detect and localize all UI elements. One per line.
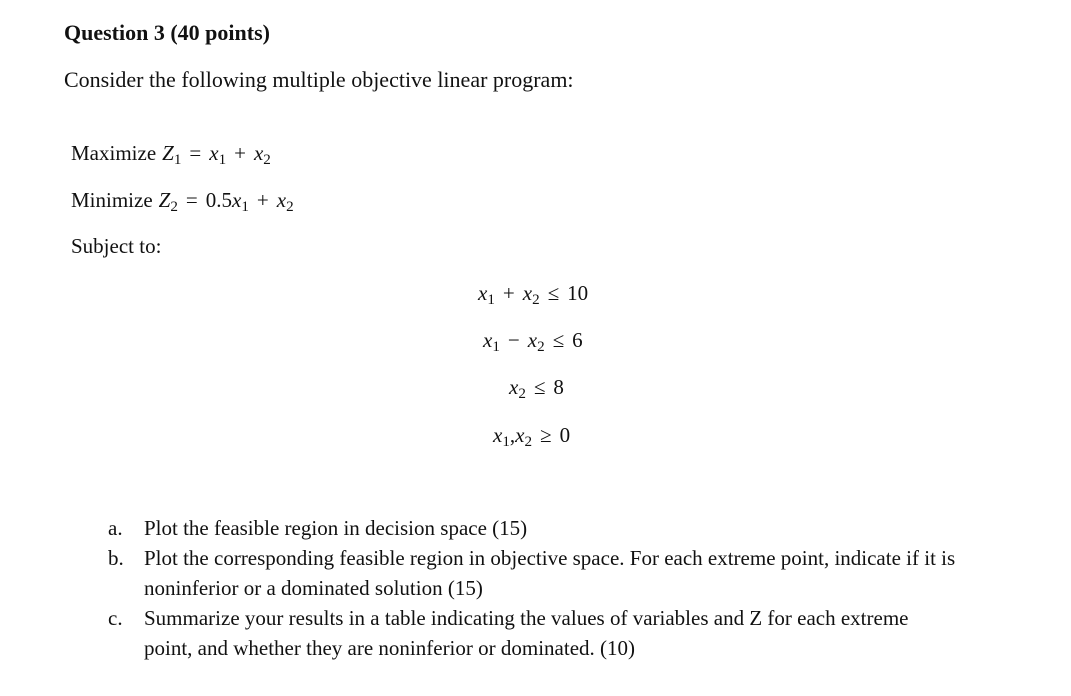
- constraint-rhs: 6: [572, 328, 583, 352]
- question-text: Summarize your results in a table indicating the values of variables and Z for each extreme point, and whether they are noninferior or dominated. (10): [144, 606, 909, 660]
- objective-lhs-var: Z: [162, 141, 174, 165]
- objective-verb: Minimize: [71, 188, 153, 212]
- intro-text: Consider the following multiple objective linear program:: [64, 67, 574, 92]
- constraint-rhs: 8: [553, 375, 564, 399]
- question-item-a: [108, 513, 958, 543]
- subject-to-label: Subject to:: [71, 234, 162, 258]
- constraint-relation: ≤: [547, 281, 560, 305]
- question-text: Plot the feasible region in decision space (15): [144, 516, 528, 540]
- constraint-var2: x: [522, 281, 533, 305]
- question-item-b: [108, 543, 958, 603]
- constraint-sub2: 2: [518, 386, 526, 403]
- objective-term2-sub: 2: [286, 199, 294, 216]
- constraint-separator: ,: [509, 423, 516, 447]
- objective-term2-sub: 2: [263, 152, 271, 169]
- constraint-sub1: 1: [487, 292, 495, 309]
- constraint-var1: x: [483, 328, 493, 352]
- constraint-relation: ≤: [533, 375, 546, 399]
- objective-term1-var: x: [209, 141, 219, 165]
- constraint-var2: x: [509, 375, 519, 399]
- objective-equals: =: [185, 188, 198, 212]
- objective-minimize: [71, 188, 294, 216]
- objective-lhs-var: Z: [158, 188, 171, 212]
- constraint-sub2: 2: [532, 292, 540, 309]
- constraint-difference: [483, 328, 583, 356]
- objective-term1-coef: 0.5: [205, 188, 232, 212]
- constraint-operator: +: [502, 281, 515, 305]
- constraint-var1: x: [493, 423, 503, 447]
- constraint-sub1: 1: [502, 434, 510, 451]
- constraint-relation: ≤: [552, 328, 565, 352]
- question-letter: a.: [108, 516, 123, 540]
- objective-term2-var: x: [253, 141, 264, 165]
- objective-term1-sub: 1: [218, 152, 227, 169]
- constraint-relation: ≥: [540, 423, 552, 447]
- question-item-c: [108, 603, 958, 663]
- objective-lhs-sub: 1: [173, 152, 182, 169]
- objective-term1-var: x: [232, 188, 242, 212]
- constraint-var2: x: [527, 328, 538, 352]
- constraint-nonnegativity: [493, 423, 570, 451]
- constraint-rhs: 0: [559, 423, 571, 447]
- constraint-var1: x: [478, 281, 488, 305]
- question-title: Question 3 (40 points): [64, 20, 270, 45]
- constraint-var2: x: [515, 423, 525, 447]
- question-letter: b.: [108, 546, 124, 570]
- question-text: Plot the corresponding feasible region in objective space. For each extreme point, indicate if it is noninferior or a dominated solution (15): [144, 546, 956, 600]
- objective-operator: +: [256, 188, 269, 212]
- objective-verb: Maximize: [71, 141, 157, 165]
- constraint-sub2: 2: [537, 339, 545, 356]
- question-list: [108, 513, 958, 663]
- constraint-rhs: 10: [567, 281, 589, 305]
- objective-operator: +: [234, 141, 246, 165]
- constraint-sub1: 1: [492, 339, 500, 356]
- constraint-sub2: 2: [524, 434, 533, 451]
- objective-term2-var: x: [276, 188, 287, 212]
- objective-maximize: [71, 141, 271, 169]
- constraint-sum: [478, 281, 588, 309]
- objective-term1-sub: 1: [241, 199, 249, 216]
- constraint-x2-bound: [509, 375, 564, 403]
- objective-equals: =: [189, 141, 202, 165]
- objective-lhs-sub: 2: [170, 199, 178, 216]
- constraint-operator: −: [507, 328, 520, 352]
- question-letter: c.: [108, 606, 123, 630]
